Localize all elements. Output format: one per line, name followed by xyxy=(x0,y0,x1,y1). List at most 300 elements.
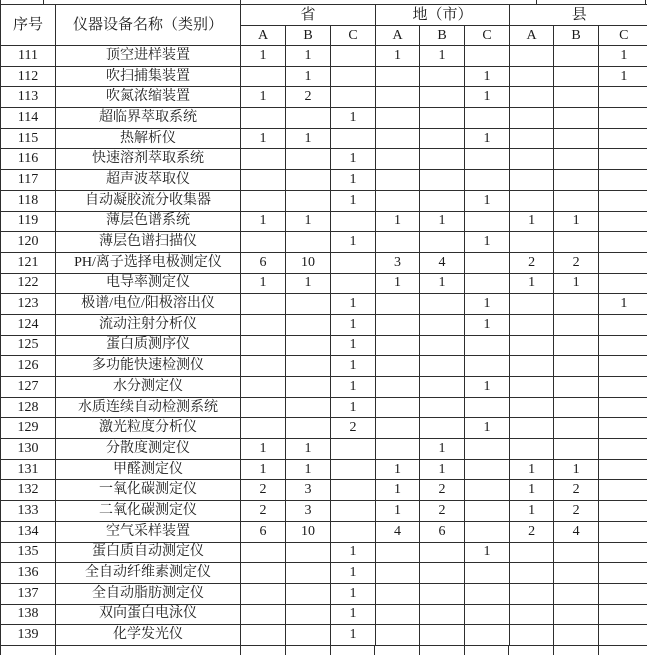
equipment-name-cell: 水质连续自动检测系统 xyxy=(56,397,241,418)
prefecture-b-cell: 1 xyxy=(420,211,465,232)
province-a-cell: 1 xyxy=(241,211,286,232)
serial-number-cell: 121 xyxy=(1,252,56,273)
county-b-cell xyxy=(554,439,599,460)
province-b-cell: 1 xyxy=(286,128,331,149)
province-c-cell: 1 xyxy=(331,190,376,211)
equipment-name-cell: 薄层色谱扫描仪 xyxy=(56,232,241,253)
prefecture-a-cell xyxy=(376,314,420,335)
prefecture-b-cell: 1 xyxy=(420,46,465,67)
county-b-cell xyxy=(554,314,599,335)
county-a-cell xyxy=(510,377,554,398)
table-border-stub xyxy=(598,646,599,655)
table-border-stub xyxy=(508,646,509,655)
serial-number-cell: 111 xyxy=(1,46,56,67)
prefecture-b-cell xyxy=(420,87,465,108)
province-c-cell: 1 xyxy=(331,149,376,170)
province-b-cell xyxy=(286,377,331,398)
province-c-cell: 1 xyxy=(331,356,376,377)
province-a-cell xyxy=(241,170,286,191)
equipment-name-cell: 热解析仪 xyxy=(56,128,241,149)
county-b-cell xyxy=(554,335,599,356)
county-c-cell: 1 xyxy=(599,294,647,315)
province-b-cell xyxy=(286,604,331,625)
table-border-stub xyxy=(330,646,331,655)
prefecture-a-cell xyxy=(376,439,420,460)
province-c-cell xyxy=(331,66,376,87)
county-a-cell: 2 xyxy=(510,521,554,542)
prefecture-c-cell xyxy=(465,46,510,67)
prefecture-a-cell xyxy=(376,232,420,253)
equipment-name-cell: 分散度测定仪 xyxy=(56,439,241,460)
equipment-name-cell: 甲醛测定仪 xyxy=(56,459,241,480)
serial-number-cell: 113 xyxy=(1,87,56,108)
table-border-stub xyxy=(240,0,241,4)
province-c-cell: 1 xyxy=(331,335,376,356)
county-a-cell xyxy=(510,397,554,418)
province-b-cell xyxy=(286,397,331,418)
equipment-allocation-table xyxy=(0,4,647,646)
equipment-name-cell: 双向蛋白电泳仪 xyxy=(56,604,241,625)
county-a-cell xyxy=(510,46,554,67)
county-b-cell: 4 xyxy=(554,521,599,542)
province-b-cell xyxy=(286,625,331,646)
prefecture-c-cell: 1 xyxy=(465,128,510,149)
header-county-a: A xyxy=(510,26,554,46)
header-group-county: 县 xyxy=(510,5,647,26)
equipment-name-cell: 顶空进样装置 xyxy=(56,46,241,67)
province-c-cell: 1 xyxy=(331,625,376,646)
table-row xyxy=(1,377,647,398)
province-c-cell: 1 xyxy=(331,583,376,604)
prefecture-a-cell xyxy=(376,128,420,149)
equipment-name-cell: 水分测定仪 xyxy=(56,377,241,398)
province-b-cell xyxy=(286,583,331,604)
table-row xyxy=(1,294,647,315)
province-b-cell: 1 xyxy=(286,66,331,87)
county-c-cell xyxy=(599,480,647,501)
prefecture-c-cell xyxy=(465,563,510,584)
county-a-cell xyxy=(510,87,554,108)
province-a-cell: 6 xyxy=(241,252,286,273)
county-b-cell xyxy=(554,66,599,87)
prefecture-a-cell: 1 xyxy=(376,501,420,522)
equipment-name-cell: 自动凝胶流分收集器 xyxy=(56,190,241,211)
equipment-name-cell: 电导率测定仪 xyxy=(56,273,241,294)
province-a-cell: 1 xyxy=(241,128,286,149)
prefecture-c-cell xyxy=(465,625,510,646)
serial-number-cell: 132 xyxy=(1,480,56,501)
prefecture-b-cell xyxy=(420,108,465,129)
table-border-stub xyxy=(536,0,537,4)
prefecture-b-cell xyxy=(420,232,465,253)
equipment-name-cell: 吹氮浓缩装置 xyxy=(56,87,241,108)
county-b-cell xyxy=(554,397,599,418)
prefecture-a-cell xyxy=(376,397,420,418)
province-c-cell xyxy=(331,521,376,542)
province-b-cell xyxy=(286,190,331,211)
serial-number-cell: 127 xyxy=(1,377,56,398)
province-c-cell xyxy=(331,501,376,522)
county-b-cell xyxy=(554,625,599,646)
county-b-cell: 1 xyxy=(554,273,599,294)
prefecture-a-cell xyxy=(376,190,420,211)
table-row xyxy=(1,211,647,232)
county-a-cell: 1 xyxy=(510,273,554,294)
header-group-prefecture: 地（市） xyxy=(376,5,510,26)
prefecture-b-cell xyxy=(420,563,465,584)
header-prefecture-b: B xyxy=(420,26,465,46)
county-a-cell xyxy=(510,294,554,315)
serial-number-cell: 117 xyxy=(1,170,56,191)
county-c-cell xyxy=(599,108,647,129)
equipment-name-cell: 极谱/电位/阳极溶出仪 xyxy=(56,294,241,315)
prefecture-c-cell xyxy=(465,439,510,460)
table-row xyxy=(1,108,647,129)
county-c-cell xyxy=(599,252,647,273)
county-a-cell xyxy=(510,314,554,335)
table-border-stub xyxy=(645,0,646,4)
next-row-fragment xyxy=(0,646,647,655)
table-row xyxy=(1,252,647,273)
county-b-cell xyxy=(554,418,599,439)
equipment-name-cell: 蛋白质测序仪 xyxy=(56,335,241,356)
province-b-cell: 3 xyxy=(286,480,331,501)
province-c-cell xyxy=(331,273,376,294)
equipment-name-cell: 蛋白质自动测定仪 xyxy=(56,542,241,563)
county-b-cell xyxy=(554,108,599,129)
county-c-cell xyxy=(599,563,647,584)
county-a-cell xyxy=(510,66,554,87)
prefecture-c-cell xyxy=(465,108,510,129)
prefecture-a-cell xyxy=(376,87,420,108)
county-b-cell xyxy=(554,232,599,253)
table-row xyxy=(1,190,647,211)
table-border-stub xyxy=(0,646,1,655)
county-a-cell: 1 xyxy=(510,480,554,501)
county-c-cell: 1 xyxy=(599,66,647,87)
table-row xyxy=(1,170,647,191)
serial-number-cell: 116 xyxy=(1,149,56,170)
equipment-name-cell: 二氧化碳测定仪 xyxy=(56,501,241,522)
prefecture-b-cell xyxy=(420,294,465,315)
table-row xyxy=(1,439,647,460)
prefecture-c-cell xyxy=(465,480,510,501)
prefecture-a-cell: 1 xyxy=(376,459,420,480)
county-a-cell: 2 xyxy=(510,252,554,273)
table-row xyxy=(1,149,647,170)
serial-number-cell: 128 xyxy=(1,397,56,418)
prefecture-c-cell xyxy=(465,149,510,170)
province-b-cell xyxy=(286,294,331,315)
equipment-name-cell: 一氧化碳测定仪 xyxy=(56,480,241,501)
table-row xyxy=(1,232,647,253)
prefecture-a-cell xyxy=(376,108,420,129)
table-row xyxy=(1,66,647,87)
prefecture-a-cell xyxy=(376,294,420,315)
province-c-cell xyxy=(331,46,376,67)
county-c-cell xyxy=(599,521,647,542)
prefecture-c-cell xyxy=(465,459,510,480)
province-a-cell: 2 xyxy=(241,480,286,501)
serial-number-cell: 130 xyxy=(1,439,56,460)
serial-number-cell: 126 xyxy=(1,356,56,377)
prefecture-b-cell xyxy=(420,170,465,191)
table-border-stub xyxy=(43,0,44,4)
province-a-cell: 2 xyxy=(241,501,286,522)
prefecture-b-cell xyxy=(420,314,465,335)
county-b-cell xyxy=(554,87,599,108)
county-c-cell xyxy=(599,604,647,625)
table-row xyxy=(1,87,647,108)
province-b-cell xyxy=(286,542,331,563)
equipment-name-cell: 吹扫捕集装置 xyxy=(56,66,241,87)
county-c-cell: 1 xyxy=(599,46,647,67)
header-province-c: C xyxy=(331,26,376,46)
county-c-cell xyxy=(599,356,647,377)
province-a-cell: 6 xyxy=(241,521,286,542)
prefecture-a-cell: 1 xyxy=(376,480,420,501)
province-b-cell: 1 xyxy=(286,46,331,67)
table-header xyxy=(1,5,647,46)
equipment-name-cell: 薄层色谱系统 xyxy=(56,211,241,232)
header-equipment-name: 仪器设备名称（类别） xyxy=(56,5,241,46)
table-body xyxy=(1,46,647,646)
prefecture-a-cell xyxy=(376,66,420,87)
prefecture-c-cell: 1 xyxy=(465,377,510,398)
header-row-groups xyxy=(1,5,647,26)
table-row xyxy=(1,480,647,501)
county-c-cell xyxy=(599,459,647,480)
serial-number-cell: 118 xyxy=(1,190,56,211)
county-b-cell xyxy=(554,542,599,563)
table-row xyxy=(1,459,647,480)
county-c-cell xyxy=(599,232,647,253)
prefecture-c-cell xyxy=(465,501,510,522)
serial-number-cell: 139 xyxy=(1,625,56,646)
prefecture-c-cell xyxy=(465,211,510,232)
prefecture-a-cell xyxy=(376,542,420,563)
header-province-a: A xyxy=(241,26,286,46)
prefecture-b-cell xyxy=(420,66,465,87)
county-b-cell xyxy=(554,149,599,170)
province-c-cell: 2 xyxy=(331,418,376,439)
prefecture-a-cell: 4 xyxy=(376,521,420,542)
province-b-cell: 1 xyxy=(286,459,331,480)
province-a-cell xyxy=(241,625,286,646)
province-b-cell xyxy=(286,108,331,129)
prefecture-c-cell xyxy=(465,252,510,273)
equipment-name-cell: 多功能快速检测仪 xyxy=(56,356,241,377)
county-a-cell xyxy=(510,356,554,377)
county-a-cell xyxy=(510,604,554,625)
table-border-stub xyxy=(285,646,286,655)
county-a-cell: 1 xyxy=(510,211,554,232)
table-row xyxy=(1,418,647,439)
county-c-cell xyxy=(599,314,647,335)
county-c-cell xyxy=(599,501,647,522)
county-c-cell xyxy=(599,418,647,439)
table-row xyxy=(1,604,647,625)
prefecture-c-cell xyxy=(465,356,510,377)
county-c-cell xyxy=(599,87,647,108)
province-a-cell xyxy=(241,542,286,563)
serial-number-cell: 129 xyxy=(1,418,56,439)
province-c-cell xyxy=(331,459,376,480)
table-row xyxy=(1,397,647,418)
prefecture-b-cell: 4 xyxy=(420,252,465,273)
county-c-cell xyxy=(599,128,647,149)
table-row xyxy=(1,625,647,646)
table-row xyxy=(1,563,647,584)
prefecture-c-cell xyxy=(465,335,510,356)
county-c-cell xyxy=(599,149,647,170)
county-b-cell: 2 xyxy=(554,252,599,273)
province-c-cell xyxy=(331,439,376,460)
prefecture-c-cell xyxy=(465,273,510,294)
prefecture-a-cell xyxy=(376,335,420,356)
province-a-cell xyxy=(241,108,286,129)
province-b-cell xyxy=(286,314,331,335)
prefecture-b-cell xyxy=(420,397,465,418)
prefecture-c-cell: 1 xyxy=(465,87,510,108)
table-row xyxy=(1,501,647,522)
county-b-cell xyxy=(554,190,599,211)
province-c-cell xyxy=(331,211,376,232)
county-c-cell xyxy=(599,583,647,604)
serial-number-cell: 133 xyxy=(1,501,56,522)
county-c-cell xyxy=(599,170,647,191)
prefecture-a-cell xyxy=(376,625,420,646)
county-b-cell xyxy=(554,377,599,398)
header-county-b: B xyxy=(554,26,599,46)
header-prefecture-c: C xyxy=(465,26,510,46)
header-group-province: 省 xyxy=(241,5,376,26)
equipment-name-cell: 超声波萃取仪 xyxy=(56,170,241,191)
prefecture-a-cell xyxy=(376,377,420,398)
prefecture-c-cell xyxy=(465,604,510,625)
prefecture-a-cell xyxy=(376,604,420,625)
county-c-cell xyxy=(599,190,647,211)
table-row xyxy=(1,335,647,356)
county-b-cell xyxy=(554,356,599,377)
province-a-cell xyxy=(241,356,286,377)
county-b-cell xyxy=(554,46,599,67)
province-a-cell: 1 xyxy=(241,459,286,480)
table-row xyxy=(1,128,647,149)
prefecture-a-cell xyxy=(376,418,420,439)
county-b-cell: 1 xyxy=(554,211,599,232)
province-a-cell: 1 xyxy=(241,87,286,108)
serial-number-cell: 123 xyxy=(1,294,56,315)
province-b-cell xyxy=(286,232,331,253)
province-b-cell: 3 xyxy=(286,501,331,522)
table-border-stub xyxy=(240,646,241,655)
prefecture-a-cell: 3 xyxy=(376,252,420,273)
serial-number-cell: 115 xyxy=(1,128,56,149)
serial-number-cell: 120 xyxy=(1,232,56,253)
prefecture-b-cell xyxy=(420,625,465,646)
table-row xyxy=(1,521,647,542)
county-c-cell xyxy=(599,625,647,646)
county-c-cell xyxy=(599,439,647,460)
province-a-cell xyxy=(241,294,286,315)
prefecture-a-cell xyxy=(376,149,420,170)
prefecture-b-cell xyxy=(420,583,465,604)
prefecture-b-cell xyxy=(420,335,465,356)
county-a-cell xyxy=(510,625,554,646)
province-c-cell: 1 xyxy=(331,314,376,335)
header-province-b: B xyxy=(286,26,331,46)
serial-number-cell: 119 xyxy=(1,211,56,232)
prefecture-c-cell: 1 xyxy=(465,542,510,563)
prefecture-b-cell xyxy=(420,604,465,625)
serial-number-cell: 124 xyxy=(1,314,56,335)
previous-row-fragment xyxy=(0,0,647,4)
province-a-cell: 1 xyxy=(241,46,286,67)
table-border-stub xyxy=(0,0,1,4)
prefecture-c-cell xyxy=(465,521,510,542)
table-row xyxy=(1,542,647,563)
province-a-cell xyxy=(241,583,286,604)
county-c-cell xyxy=(599,377,647,398)
county-a-cell xyxy=(510,439,554,460)
prefecture-b-cell: 2 xyxy=(420,501,465,522)
county-b-cell xyxy=(554,604,599,625)
province-c-cell xyxy=(331,480,376,501)
province-b-cell: 1 xyxy=(286,211,331,232)
county-b-cell xyxy=(554,294,599,315)
province-a-cell xyxy=(241,397,286,418)
prefecture-a-cell: 1 xyxy=(376,46,420,67)
serial-number-cell: 136 xyxy=(1,563,56,584)
county-c-cell xyxy=(599,273,647,294)
county-a-cell xyxy=(510,128,554,149)
equipment-name-cell: PH/离子选择电极测定仪 xyxy=(56,252,241,273)
province-b-cell xyxy=(286,170,331,191)
serial-number-cell: 135 xyxy=(1,542,56,563)
province-a-cell xyxy=(241,563,286,584)
table-border-stub xyxy=(553,646,554,655)
prefecture-c-cell: 1 xyxy=(465,418,510,439)
province-c-cell: 1 xyxy=(331,377,376,398)
province-a-cell xyxy=(241,314,286,335)
equipment-name-cell: 全自动脂肪测定仪 xyxy=(56,583,241,604)
prefecture-a-cell: 1 xyxy=(376,273,420,294)
province-a-cell xyxy=(241,418,286,439)
prefecture-c-cell xyxy=(465,170,510,191)
serial-number-cell: 131 xyxy=(1,459,56,480)
prefecture-b-cell xyxy=(420,418,465,439)
province-c-cell: 1 xyxy=(331,542,376,563)
province-b-cell: 10 xyxy=(286,252,331,273)
province-a-cell xyxy=(241,190,286,211)
serial-number-cell: 138 xyxy=(1,604,56,625)
prefecture-c-cell: 1 xyxy=(465,294,510,315)
equipment-name-cell: 激光粒度分析仪 xyxy=(56,418,241,439)
county-a-cell xyxy=(510,418,554,439)
province-c-cell: 1 xyxy=(331,108,376,129)
province-a-cell xyxy=(241,335,286,356)
prefecture-b-cell xyxy=(420,128,465,149)
county-a-cell xyxy=(510,563,554,584)
county-a-cell xyxy=(510,335,554,356)
county-c-cell xyxy=(599,335,647,356)
province-b-cell xyxy=(286,563,331,584)
table-border-stub xyxy=(464,646,465,655)
prefecture-b-cell: 2 xyxy=(420,480,465,501)
province-b-cell: 1 xyxy=(286,273,331,294)
province-c-cell xyxy=(331,252,376,273)
